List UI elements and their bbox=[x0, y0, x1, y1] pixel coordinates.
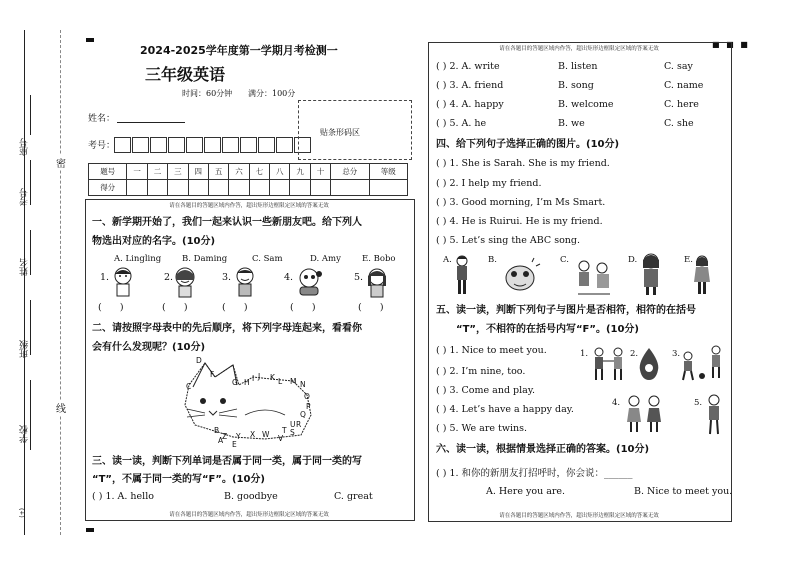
letter-c: C bbox=[186, 382, 192, 391]
letter-k: K bbox=[270, 373, 275, 382]
letter-n: N bbox=[300, 380, 306, 389]
s5-item-3[interactable]: ( ) 3. Come and play. bbox=[436, 385, 535, 396]
s1-num-4: 4. bbox=[284, 272, 294, 283]
s5-pic-label-4: 4. bbox=[612, 398, 621, 408]
seal-xian: 线 bbox=[56, 400, 66, 415]
s1-answer-4[interactable]: ( ) bbox=[290, 302, 316, 313]
s5-pic-label-1: 1. bbox=[580, 349, 589, 359]
letter-z: Z bbox=[222, 432, 228, 441]
s4-pic-c-helping bbox=[572, 258, 616, 298]
s4-item-4[interactable]: ( ) 4. He is Ruirui. He is my friend. bbox=[436, 216, 603, 227]
s3-q2-c: C. say bbox=[664, 61, 693, 72]
letter-q: Q bbox=[300, 410, 306, 419]
s6-q1[interactable]: ( ) 1. 和你的新朋友打招呼时，你会说：______ bbox=[436, 468, 633, 479]
s5-pic-2-number-nine bbox=[636, 346, 662, 384]
letter-l: L bbox=[278, 377, 283, 386]
name-label: 姓名： bbox=[88, 114, 116, 124]
s3-q1-c: C. great bbox=[334, 491, 373, 502]
s5-title-b: “T”，不相符的在括号内写“F”。(10分) bbox=[456, 324, 639, 335]
s4-pic-b-singing bbox=[498, 256, 542, 296]
name-field[interactable] bbox=[117, 122, 185, 123]
s5-item-5[interactable]: ( ) 5. We are twins. bbox=[436, 423, 528, 434]
s4-pic-label-a: A. bbox=[443, 255, 452, 265]
s3-q2-b: B. listen bbox=[558, 61, 598, 72]
kid-3-image bbox=[230, 266, 260, 300]
letter-a: A bbox=[218, 436, 224, 445]
kid-5-image bbox=[362, 266, 392, 300]
footer-mark: (+) bbox=[19, 508, 26, 518]
s5-item-1[interactable]: ( ) 1. Nice to meet you. bbox=[436, 345, 547, 356]
s5-pic-label-2: 2. bbox=[630, 349, 639, 359]
s3-q2-stem[interactable]: ( ) 2. A. write bbox=[436, 61, 500, 72]
s5-pic-4-two-girls bbox=[622, 394, 668, 434]
letter-h: H bbox=[244, 378, 250, 387]
letter-s: S bbox=[290, 428, 295, 437]
s5-title-a: 五、读一读，判断下列句子与图片是否相符，相符的在括号 bbox=[436, 305, 696, 316]
s4-pic-d-teacher bbox=[636, 252, 666, 296]
s4-item-1[interactable]: ( ) 1. She is Sarah. She is my friend. bbox=[436, 158, 610, 169]
letter-d: D bbox=[196, 356, 202, 365]
s1-option-b: B. Daming bbox=[182, 254, 228, 264]
s4-pic-label-b: B. bbox=[488, 255, 497, 265]
letter-w: W bbox=[262, 430, 270, 439]
panel-notice-bottom-left: 请在各题目的答题区域内作答，超出矩形边框限定区域的答案无效 bbox=[169, 512, 329, 518]
letter-y: Y bbox=[236, 432, 241, 441]
s4-pic-a-boy bbox=[452, 254, 472, 298]
letter-f: F bbox=[210, 370, 215, 379]
s1-num-3: 3. bbox=[222, 272, 232, 283]
s1-num-2: 2. bbox=[164, 272, 174, 283]
s4-pic-e-girl bbox=[692, 254, 712, 298]
top-right-marks: ■ ■ ■ bbox=[712, 40, 750, 49]
letter-e: E bbox=[232, 440, 237, 449]
school-side-label: 学校 bbox=[20, 425, 30, 443]
s6-option-a: A. Here you are. bbox=[486, 486, 566, 497]
s5-item-2[interactable]: ( ) 2. I’m nine, too. bbox=[436, 366, 526, 377]
s3-q3-stem[interactable]: ( ) 3. A. friend bbox=[436, 80, 504, 91]
s1-title-b: 物选出对应的名字。(10分) bbox=[92, 236, 216, 247]
s1-answer-5[interactable]: ( ) bbox=[358, 302, 384, 313]
s4-pic-label-e: E. bbox=[684, 255, 693, 265]
letter-i: I bbox=[252, 374, 255, 383]
letter-o: O bbox=[304, 392, 310, 401]
s3-q1-b: B. goodbye bbox=[224, 491, 278, 502]
panel-notice-top-right: 请在各题目的答题区域内作答，超出矩形边框限定区域的答案无效 bbox=[499, 46, 659, 52]
s4-pic-label-c: C. bbox=[560, 255, 569, 265]
s1-title-a: 一、新学期开始了，我们一起来认识一些新朋友吧。给下列人 bbox=[92, 217, 362, 228]
examno-label: 考号： bbox=[88, 141, 116, 151]
s5-pic-label-5: 5. bbox=[694, 398, 703, 408]
s3-q5-c: C. she bbox=[664, 118, 694, 129]
binding-line-dashed bbox=[60, 30, 61, 535]
s1-num-5: 5. bbox=[354, 272, 364, 283]
s3-q5-stem[interactable]: ( ) 5. A. he bbox=[436, 118, 487, 129]
s3-q4-c: C. here bbox=[664, 99, 699, 110]
subject-title: 三年级英语 bbox=[145, 65, 226, 84]
corner-mark bbox=[86, 38, 94, 42]
s4-item-3[interactable]: ( ) 3. Good morning, I’m Ms Smart. bbox=[436, 197, 606, 208]
letter-v: V bbox=[278, 434, 284, 443]
name-side-label: 姓名 bbox=[20, 258, 30, 276]
letter-r: R bbox=[296, 420, 302, 429]
s1-num-1: 1. bbox=[100, 272, 110, 283]
s3-q1-stem[interactable]: ( ) 1. A. hello bbox=[92, 491, 154, 502]
s5-item-4[interactable]: ( ) 4. Let’s have a happy day. bbox=[436, 404, 574, 415]
s5-pic-5-boy bbox=[704, 394, 724, 436]
s3-q3-b: B. song bbox=[558, 80, 594, 91]
robot-bobo-image bbox=[292, 266, 326, 300]
panel-notice-bottom-right: 请在各题目的答题区域内作答，超出矩形边框限定区域的答案无效 bbox=[499, 513, 659, 519]
seat-label: 座号 bbox=[20, 138, 30, 156]
class-side-label: 班级 bbox=[20, 340, 30, 358]
s1-option-a: A. Lingling bbox=[114, 254, 162, 264]
s1-answer-3[interactable]: ( ) bbox=[222, 302, 248, 313]
s4-title: 四、给下列句子选择正确的图片。(10分) bbox=[436, 139, 620, 150]
seat-write-line bbox=[30, 95, 31, 135]
s3-q4-stem[interactable]: ( ) 4. A. happy bbox=[436, 99, 504, 110]
letter-t: T bbox=[282, 426, 287, 435]
s6-title: 六、读一读，根据情景选择正确的答案。(10分) bbox=[436, 444, 650, 455]
s4-item-5[interactable]: ( ) 5. Let’s sing the ABC song. bbox=[436, 235, 581, 246]
s4-pic-label-d: D. bbox=[628, 255, 638, 265]
kid-1-image bbox=[108, 266, 138, 300]
letter-j: J bbox=[258, 372, 261, 381]
s3-q5-b: B. we bbox=[558, 118, 585, 129]
panel-notice-top-left: 请在各题目的答题区域内作答，超出矩形边框限定区域的答案无效 bbox=[169, 203, 329, 209]
letter-u: U bbox=[290, 420, 296, 429]
binding-line-outer bbox=[24, 30, 25, 535]
s3-title-b: “T”，不属于同一类的写“F”。(10分) bbox=[92, 474, 265, 485]
s1-option-d: D. Amy bbox=[310, 254, 341, 264]
barcode-label: 贴条形码区 bbox=[320, 128, 360, 137]
score-info: 满分：100分 bbox=[248, 89, 296, 98]
letter-x: X bbox=[250, 430, 256, 439]
s5-pic-label-3: 3. bbox=[672, 349, 681, 359]
letter-p: P bbox=[306, 402, 311, 411]
corner-mark-bottom bbox=[86, 528, 94, 532]
examno-side-label: 考号 bbox=[20, 188, 30, 206]
time-info: 时间：60分钟 bbox=[182, 89, 233, 98]
s1-option-e: E. Bobo bbox=[362, 254, 396, 264]
s3-q4-b: B. welcome bbox=[558, 99, 614, 110]
s1-answer-1[interactable]: ( ) bbox=[98, 302, 124, 313]
s1-option-c: C. Sam bbox=[252, 254, 283, 264]
seal-mi: 密 bbox=[56, 155, 66, 170]
letter-b: B bbox=[214, 426, 220, 435]
s3-title-a: 三、读一读，判断下列单词是否属于同一类，属于同一类的写 bbox=[92, 456, 362, 467]
s4-item-2[interactable]: ( ) 2. I help my friend. bbox=[436, 178, 542, 189]
s3-q3-c: C. name bbox=[664, 80, 704, 91]
s2-title-a: 二、请按照字母表中的先后顺序，将下列字母连起来，看看你 bbox=[92, 323, 362, 334]
letter-g: G bbox=[232, 378, 238, 387]
examno-boxes[interactable] bbox=[114, 134, 312, 153]
s6-option-b: B. Nice to meet you. bbox=[634, 486, 733, 497]
s1-answer-2[interactable]: ( ) bbox=[162, 302, 188, 313]
kid-2-image bbox=[170, 266, 200, 300]
s5-pic-1-greeting bbox=[590, 346, 628, 386]
s2-title-b: 会有什么发现呢？(10分) bbox=[92, 342, 206, 353]
score-table: 题号 一 二 三 四 五 六 七 八 九 十 总分 等级 得分 bbox=[88, 163, 408, 196]
s5-pic-3-play bbox=[678, 344, 728, 384]
exam-title: 2024-2025学年度第一学期月考检测一 bbox=[140, 44, 338, 57]
letter-m: M bbox=[290, 377, 297, 386]
